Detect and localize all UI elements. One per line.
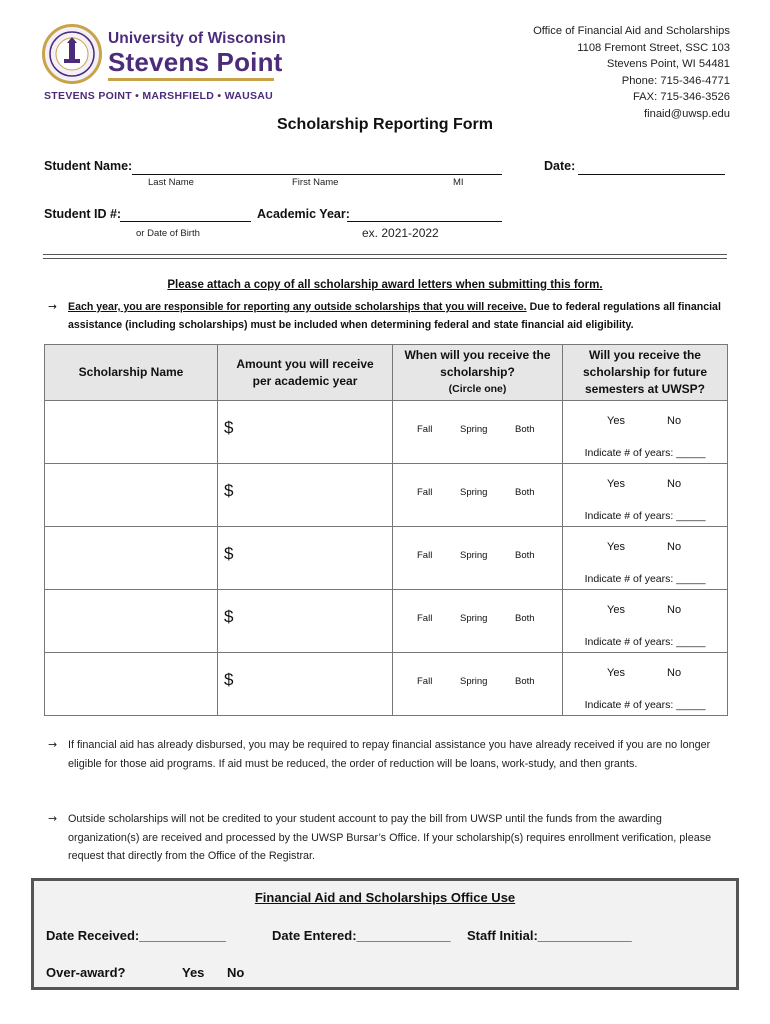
logo-divider xyxy=(108,78,274,81)
option-no[interactable]: No xyxy=(667,541,682,553)
responsibility-rest: Due to federal regulations all financial assistance (including scholarships) must be included when determining federal and state financial aid eligibility. xyxy=(68,301,721,331)
term-cell xyxy=(393,527,563,590)
dollar-sign: $ xyxy=(224,670,234,689)
scholarship-name-cell[interactable] xyxy=(45,590,218,653)
years-indicator[interactable]: Indicate # of years: _____ xyxy=(584,636,706,648)
academic-year-field[interactable] xyxy=(347,221,502,222)
future-cell xyxy=(563,527,728,590)
option-yes[interactable]: Yes xyxy=(607,478,625,490)
years-indicator[interactable]: Indicate # of years: _____ xyxy=(584,447,706,459)
option-spring[interactable]: Spring xyxy=(460,613,488,624)
contact-city: Stevens Point, WI 54481 xyxy=(606,58,730,70)
option-both[interactable]: Both xyxy=(515,550,535,561)
future-cell xyxy=(563,653,728,716)
option-spring[interactable]: Spring xyxy=(460,676,488,687)
office-use-title: Financial Aid and Scholarships Office Use xyxy=(254,890,516,905)
date-entered-field[interactable]: Date Entered:_____________ xyxy=(272,928,451,943)
dollar-sign: $ xyxy=(224,418,234,437)
option-fall[interactable]: Fall xyxy=(417,613,433,624)
university-name-line1: University of Wisconsin xyxy=(108,30,286,47)
contact-fax: FAX: 715-346-3526 xyxy=(632,91,730,103)
student-id-label: Student ID #: xyxy=(44,207,122,221)
arrow-right-icon: → xyxy=(48,738,58,751)
table-row xyxy=(45,653,728,716)
header-future: Will you receive the scholarship for future semesters at UWSP? xyxy=(563,345,728,401)
university-seal-logo xyxy=(42,24,102,84)
option-both[interactable]: Both xyxy=(515,613,535,624)
option-both[interactable]: Both xyxy=(515,487,535,498)
table-row xyxy=(45,590,728,653)
table-row xyxy=(45,527,728,590)
future-cell xyxy=(563,590,728,653)
amount-cell[interactable] xyxy=(218,653,393,716)
option-yes[interactable]: Yes xyxy=(607,604,625,616)
university-name-line2: Stevens Point xyxy=(108,47,283,77)
credit-note-text: Outside scholarships will not be credited to your student account to pay the bill from UWSP until the funds from the awarding organization(s) are received and processed by the UWSP Bursar’s Office. If your scholarship(s) requires enrollment verification, please request that directly from the Office of the Registrar. xyxy=(68,813,712,862)
scholarship-table xyxy=(44,344,728,716)
responsibility-note xyxy=(48,298,733,334)
option-fall[interactable]: Fall xyxy=(417,424,433,435)
contact-office: Office of Financial Aid and Scholarships xyxy=(533,25,730,37)
future-cell xyxy=(563,401,728,464)
scholarship-name-cell[interactable] xyxy=(45,401,218,464)
header-amount: Amount you will receive per academic year xyxy=(218,345,393,401)
option-yes[interactable]: Yes xyxy=(607,667,625,679)
dollar-sign: $ xyxy=(224,607,234,626)
option-both[interactable]: Both xyxy=(515,424,535,435)
future-cell xyxy=(563,464,728,527)
dollar-sign: $ xyxy=(224,481,234,500)
option-no[interactable]: No xyxy=(667,604,682,616)
dob-hint: or Date of Birth xyxy=(136,228,200,239)
amount-cell[interactable] xyxy=(218,590,393,653)
over-award-label: Over-award? xyxy=(46,965,126,980)
option-yes[interactable]: Yes xyxy=(607,541,625,553)
section-divider xyxy=(43,254,727,259)
student-name-field[interactable] xyxy=(132,174,502,175)
date-field[interactable] xyxy=(578,174,725,175)
option-no[interactable]: No xyxy=(667,667,682,679)
option-no[interactable]: No xyxy=(667,478,682,490)
term-cell xyxy=(393,401,563,464)
option-both[interactable]: Both xyxy=(515,676,535,687)
scholarship-name-cell[interactable] xyxy=(45,527,218,590)
term-cell xyxy=(393,653,563,716)
option-no[interactable]: No xyxy=(667,415,682,427)
header-when: When will you receive the scholarship? (Circle one) xyxy=(393,345,563,401)
arrow-right-icon: → xyxy=(48,812,58,825)
header-scholarship-name: Scholarship Name xyxy=(45,345,218,401)
amount-cell[interactable] xyxy=(218,464,393,527)
form-title: Scholarship Reporting Form xyxy=(276,116,493,133)
arrow-right-icon: → xyxy=(48,301,57,313)
contact-phone: Phone: 715-346-4771 xyxy=(621,74,730,87)
option-spring[interactable]: Spring xyxy=(460,487,488,498)
table-row xyxy=(45,401,728,464)
table-row xyxy=(45,464,728,527)
over-award-no[interactable]: No xyxy=(227,965,245,980)
office-contact-block xyxy=(533,23,730,122)
mi-label: MI xyxy=(453,177,464,188)
seal-icon xyxy=(45,27,99,81)
amount-cell[interactable] xyxy=(218,401,393,464)
table-header-row xyxy=(45,345,728,401)
repay-note-text: If financial aid has already disbursed, you may be required to repay financial assistance you have already received if you are no longer eligible for those aid programs. If aid must be reduced, the order of reduction will be loans, work-study, and then grants. xyxy=(68,739,711,770)
contact-email[interactable]: finaid@uwsp.edu xyxy=(644,107,730,120)
first-name-label: First Name xyxy=(292,177,339,188)
dollar-sign: $ xyxy=(224,544,234,563)
option-yes[interactable]: Yes xyxy=(607,415,625,427)
contact-street: 1108 Fremont Street, SSC 103 xyxy=(577,41,730,54)
student-name-label: Student Name: xyxy=(44,159,133,173)
option-fall[interactable]: Fall xyxy=(417,487,433,498)
student-id-field[interactable] xyxy=(120,221,251,222)
scholarship-name-cell[interactable] xyxy=(45,653,218,716)
years-indicator[interactable]: Indicate # of years: _____ xyxy=(584,510,706,522)
academic-year-example: ex. 2021-2022 xyxy=(362,226,439,240)
over-award-yes[interactable]: Yes xyxy=(182,965,205,980)
last-name-label: Last Name xyxy=(148,177,194,188)
staff-initial-field[interactable]: Staff Initial:_____________ xyxy=(467,928,632,943)
attach-notice: Please attach a copy of all scholarship award letters when submitting this form. xyxy=(167,279,603,291)
date-label: Date: xyxy=(544,159,576,173)
amount-cell[interactable] xyxy=(218,527,393,590)
option-fall[interactable]: Fall xyxy=(417,550,433,561)
option-fall[interactable]: Fall xyxy=(417,676,433,687)
office-use-box xyxy=(31,878,739,990)
campus-list: STEVENS POINT • MARSHFIELD • WAUSAU xyxy=(44,90,274,102)
years-indicator[interactable]: Indicate # of years: _____ xyxy=(584,573,706,585)
credit-note xyxy=(48,810,728,866)
option-spring[interactable]: Spring xyxy=(460,424,488,435)
academic-year-label: Academic Year: xyxy=(257,207,350,221)
repay-note xyxy=(48,736,728,773)
option-spring[interactable]: Spring xyxy=(460,550,488,561)
term-cell xyxy=(393,590,563,653)
header-when-hint: (Circle one) xyxy=(448,383,507,395)
scholarship-name-cell[interactable] xyxy=(45,464,218,527)
responsibility-underlined: Each year, you are responsible for reporting any outside scholarships that you will receive. xyxy=(68,301,527,313)
date-received-field[interactable]: Date Received:____________ xyxy=(46,928,226,943)
term-cell xyxy=(393,464,563,527)
years-indicator[interactable]: Indicate # of years: _____ xyxy=(584,699,706,711)
